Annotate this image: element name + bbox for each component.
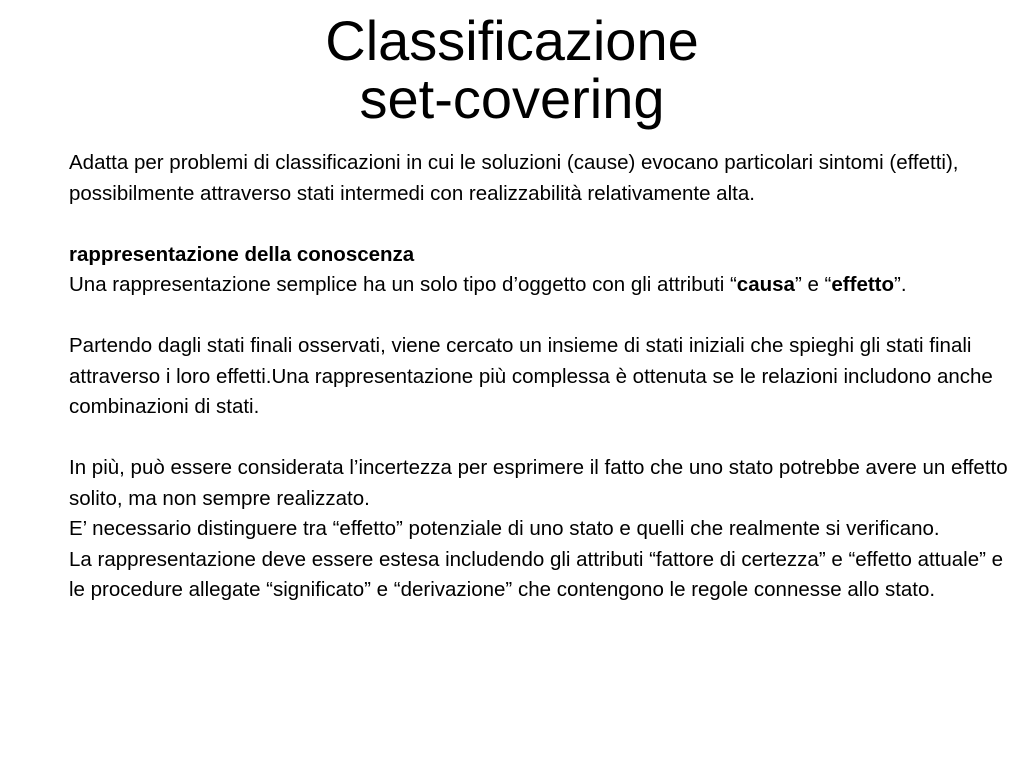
partendo-paragraph: Partendo dagli stati finali osservati, viene cercato un insieme di stati iniziali che spieghi gli stati finali attraverso i loro effetti.Una rappresentazione più complessa è ottenuta se le relazioni includono anche combinazioni di stati. xyxy=(69,334,993,418)
simple-rep-middle: ” e “ xyxy=(794,273,832,296)
simple-rep-suffix: ”. xyxy=(894,273,907,296)
necessario-paragraph: E’ necessario distinguere tra “effetto” potenziale di uno stato e quelli che realmente si verificano. xyxy=(69,517,940,540)
slide-body xyxy=(69,148,1019,606)
title-line-2: set-covering xyxy=(359,67,665,130)
slide-title xyxy=(0,9,1024,130)
intro-paragraph: Adatta per problemi di classificazioni in cui le soluzioni (cause) evocano particolari sintomi (effetti), possibilmente attraverso stati intermedi con realizzabilità relativamente alta. xyxy=(69,151,959,205)
term-causa: causa xyxy=(736,273,795,296)
simple-rep-prefix: Una rappresentazione semplice ha un solo tipo d’oggetto con gli attributi “ xyxy=(69,273,737,296)
title-line-1: Classificazione xyxy=(325,9,699,72)
spacer xyxy=(69,209,1019,240)
simple-representation-paragraph xyxy=(69,270,1019,301)
estesa-paragraph: La rappresentazione deve essere estesa includendo gli attributi “fattore di certezza” e “effetto attuale” e le procedure allegate “significato” e “derivazione” che contengono le regole connesse allo stato. xyxy=(69,547,1004,601)
spacer xyxy=(69,301,1019,332)
inpiu-paragraph: In più, può essere considerata l’incertezza per esprimere il fatto che uno stato potrebbe avere un effetto solito, ma non sempre realizzato. xyxy=(69,456,1008,510)
spacer xyxy=(69,423,1019,454)
knowledge-heading: rappresentazione della conoscenza xyxy=(69,242,415,266)
term-effetto: effetto xyxy=(831,273,895,296)
